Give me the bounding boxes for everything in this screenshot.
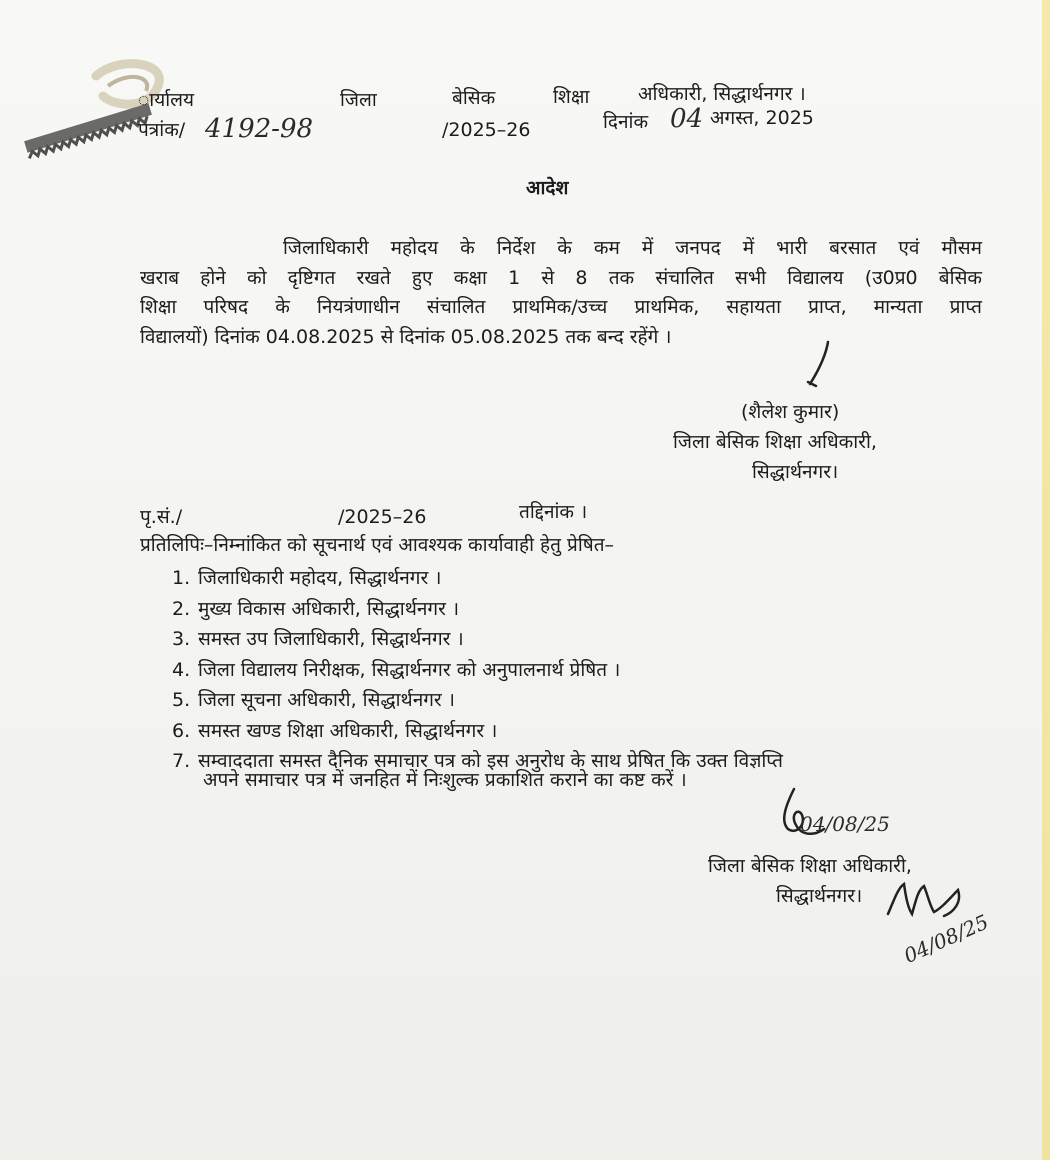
office-word: ार्यालय — [138, 89, 195, 111]
office-basic: बेसिक — [452, 87, 496, 109]
order-line-4: विद्यालयों) दिनांक 04.08.2025 से दिनांक 05.08.2025 तक बन्द रहेंगे । — [140, 326, 672, 348]
signatory-designation: जिला बेसिक शिक्षा अधिकारी, — [673, 431, 877, 453]
office-officer: अधिकारी, सिद्धार्थनगर । — [638, 83, 806, 105]
ref-label: पत्रांक/ — [138, 119, 186, 141]
list-item: 7. सम्वाददाता समस्त दैनिक समाचार पत्र को इस अनुरोध के साथ प्रेषित कि उक्त विज्ञप्ति — [172, 750, 783, 772]
ref-number-handwritten: 4192-98 — [205, 114, 314, 144]
date-label: दिनांक — [603, 111, 649, 133]
paper-edge — [1042, 0, 1050, 1160]
date-rest: अगस्त, 2025 — [710, 107, 814, 129]
handwritten-date-2: 04/08/25 — [900, 909, 993, 968]
date-handwritten: 04 — [670, 104, 704, 134]
copy-ref-year: /2025–26 — [338, 506, 427, 528]
copy-ref-label: पृ.सं./ — [140, 506, 183, 528]
order-line-3: शिक्षा परिषद के नियत्रंणाधीन संचालित प्राथमिक/उच्च प्राथमिक, सहायता प्राप्त, मान्यता प्राप्त — [140, 296, 982, 318]
order-line-2: खराब होने को दृष्टिगत रखते हुए कक्षा 1 से 8 तक संचालित सभी विद्यालय (उ0प्र0 बेसिक — [140, 267, 982, 289]
order-line-1: जिलाधिकारी महोदय के निर्देश के कम में जनपद में भारी बरसात एवं मौसम — [283, 237, 982, 259]
list-item: 5. जिला सूचना अधिकारी, सिद्धार्थनगर । — [172, 689, 455, 711]
list-item-7-continuation: अपने समाचार पत्र में जनहित में निःशुल्क प्रकाशित कराने का कष्ट करें । — [203, 769, 687, 791]
office-district: जिला — [340, 89, 377, 111]
order-title: आदेश — [526, 177, 569, 199]
footer-designation: जिला बेसिक शिक्षा अधिकारी, — [708, 855, 912, 877]
signatory-name: (शैलेश कुमार) — [741, 401, 840, 423]
copy-list — [172, 563, 783, 777]
office-education: शिक्षा — [553, 86, 590, 108]
footer-place: सिद्धार्थनगर। — [776, 885, 863, 907]
copy-intro: प्रतिलिपिः–निम्नांकित को सूचनार्थ एवं आवश्यक कार्यावाही हेतु प्रेषित– — [140, 534, 615, 556]
copy-same-date: तद्दिनांक । — [519, 501, 588, 523]
staple-icon — [18, 56, 168, 171]
list-item: 3. समस्त उप जिलाधिकारी, सिद्धार्थनगर । — [172, 628, 464, 650]
handwritten-date-1: 04/08/25 — [800, 812, 890, 836]
list-item: 6. समस्त खण्ड शिक्षा अधिकारी, सिद्धार्थनगर । — [172, 719, 498, 742]
signature-mark — [798, 338, 838, 390]
signatory-place: सिद्धार्थनगर। — [752, 461, 839, 483]
list-item: 2. मुख्य विकास अधिकारी, सिद्धार्थनगर । — [172, 597, 460, 620]
list-item: 1. जिलाधिकारी महोदय, सिद्धार्थनगर । — [172, 567, 442, 589]
ref-year: /2025–26 — [442, 119, 531, 141]
list-item: 4. जिला विद्यालय निरीक्षक, सिद्धार्थनगर को अनुपालनार्थ प्रेषित । — [172, 658, 621, 681]
